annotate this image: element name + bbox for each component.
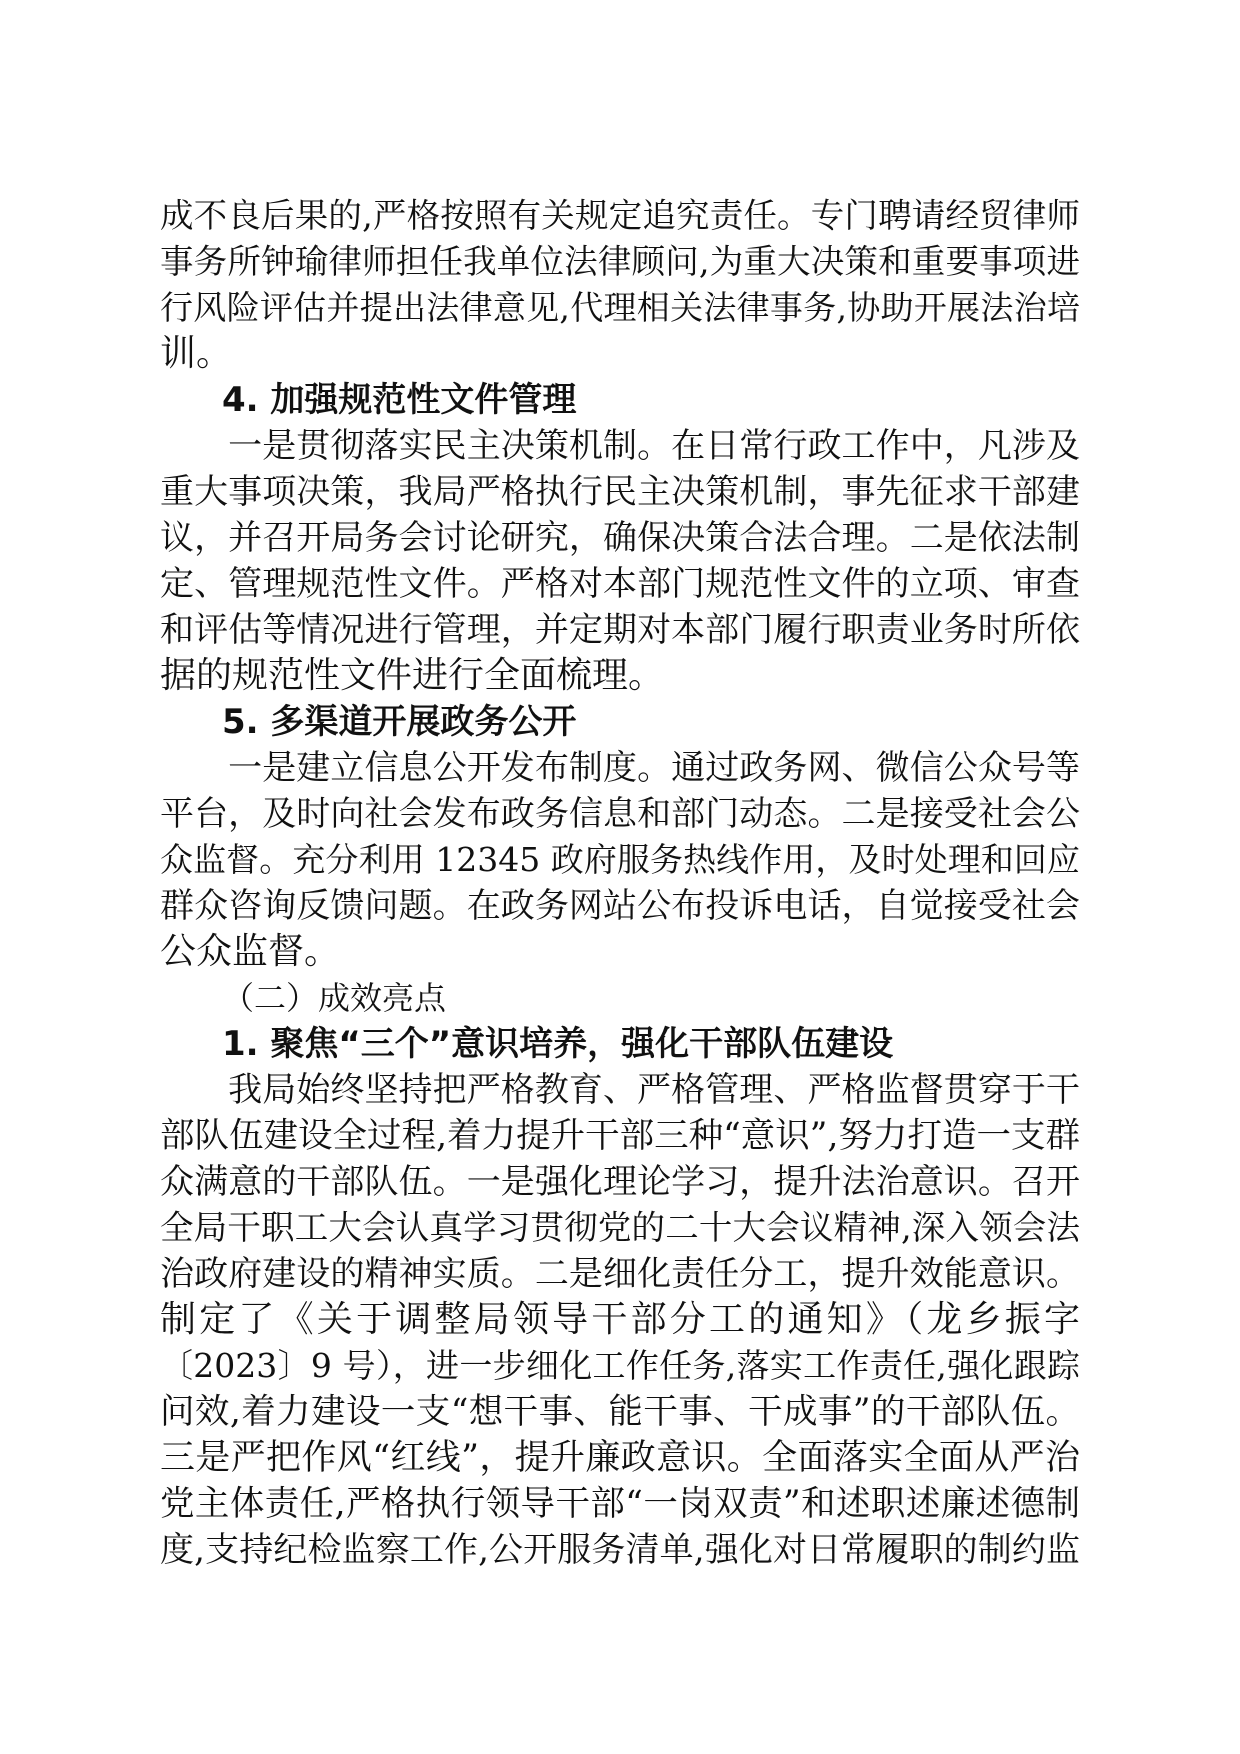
document-page [160, 193, 1080, 1573]
section-heading-4: 4. 加强规范性文件管理 [222, 380, 577, 420]
text-line: 重大事项决策，我局严格执行民主决策机制，事先征求干部建 [160, 472, 1080, 512]
paragraph-cadre-building [160, 1067, 1080, 1573]
text-line: 事务所钟瑜律师担任我单位法律顾问,为重大决策和重要事项进 [160, 242, 1080, 281]
text-line: 〔2023〕9 号），进一步细化工作任务,落实工作责任,强化跟踪 [160, 1346, 1080, 1385]
text-line: 党主体责任,严格执行领导干部“一岗双责”和述职述廉述德制 [160, 1484, 1080, 1524]
text-line: 群众咨询反馈问题。在政务网站公布投诉电话，自觉接受社会 [160, 886, 1080, 926]
text-line: 部队伍建设全过程,着力提升干部三种“意识”,努力打造一支群 [160, 1116, 1080, 1156]
text-line: 众满意的干部队伍。一是强化理论学习，提升法治意识。召开 [160, 1162, 1080, 1202]
text-line: 据的规范性文件进行全面梳理。 [160, 655, 665, 696]
text-line: 一是建立信息公开发布制度。通过政务网、微信公众号等 [160, 748, 1080, 788]
text-line: 行风险评估并提出法律意见,代理相关法律事务,协助开展法治培 [160, 288, 1080, 327]
text-line: 一是贯彻落实民主决策机制。在日常行政工作中，凡涉及 [160, 426, 1080, 466]
text-line: 和评估等情况进行管理，并定期对本部门履行职责业务时所依 [160, 610, 1080, 650]
text-line: 平台，及时向社会发布政务信息和部门动态。二是接受社会公 [160, 794, 1080, 834]
text-line: 训。 [160, 333, 233, 374]
paragraph-normative-documents [160, 423, 1080, 699]
text-line: 成不良后果的,严格按照有关规定追究责任。专门聘请经贸律师 [160, 196, 1080, 235]
text-line: 三是严把作风“红线”，提升廉政意识。全面落实全面从严治 [160, 1438, 1080, 1478]
section-heading-1: 1. 聚焦“三个”意识培养，强化干部队伍建设 [222, 1024, 894, 1064]
text-line: 众监督。充分利用 12345 政府服务热线作用，及时处理和回应 [160, 840, 1080, 879]
text-line: 度,支持纪检监察工作,公开服务清单,强化对日常履职的制约监 [160, 1530, 1080, 1570]
text-line: 公众监督。 [160, 931, 341, 972]
text-line: 议，并召开局务会讨论研究，确保决策合法合理。二是依法制 [160, 518, 1080, 558]
text-line: 我局始终坚持把严格教育、严格管理、严格监督贯穿于干 [160, 1070, 1080, 1110]
text-line: 全局干职工大会认真学习贯彻党的二十大会议精神,深入领会法 [160, 1208, 1080, 1247]
paragraph-legal-advisor [160, 193, 1080, 377]
text-line: 制定了《关于调整局领导干部分工的通知》（龙乡振字 [160, 1299, 1080, 1340]
section-heading-5: 5. 多渠道开展政务公开 [222, 702, 577, 742]
paragraph-government-affairs [160, 745, 1080, 975]
section-subheading-achievements: （二）成效亮点 [222, 979, 447, 1017]
text-line: 定、管理规范性文件。严格对本部门规范性文件的立项、审查 [160, 564, 1080, 604]
text-line: 治政府建设的精神实质。二是细化责任分工，提升效能意识。 [160, 1254, 1080, 1294]
text-line: 问效,着力建设一支“想干事、能干事、干成事”的干部队伍。 [160, 1392, 1080, 1432]
